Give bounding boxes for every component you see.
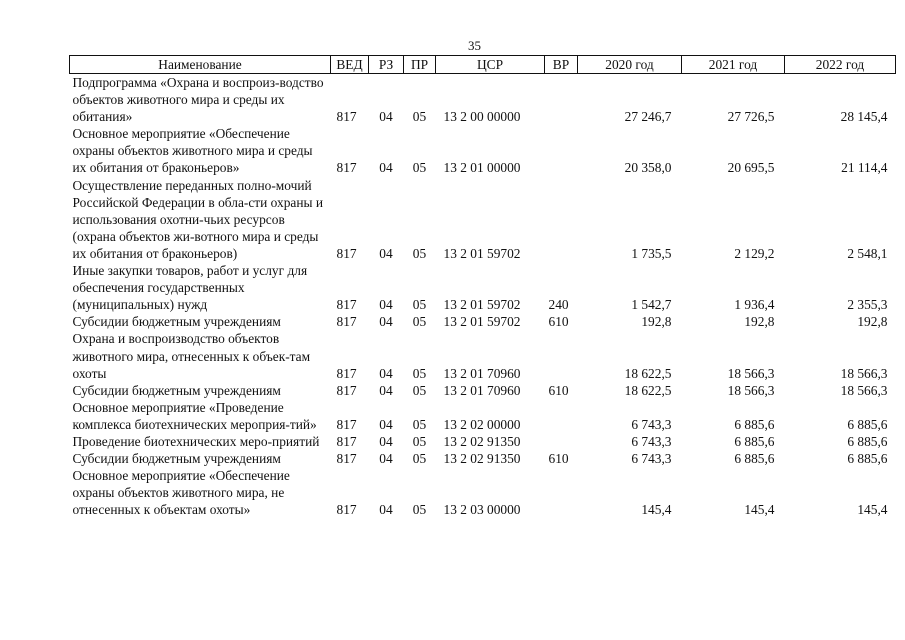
cell-ved: 817 xyxy=(336,433,357,449)
page-number: 35 xyxy=(468,38,481,53)
cell-rz: 04 xyxy=(379,109,393,125)
cell-ved: 817 xyxy=(336,365,357,381)
cell-ved: 817 xyxy=(336,416,357,432)
cell-vr: 240 xyxy=(548,297,569,313)
cell-y2020: 27 246,7 xyxy=(624,109,672,125)
cell-vr xyxy=(545,433,578,450)
cell-pr: 05 xyxy=(412,433,427,449)
cell-csr: 13 2 01 70960 xyxy=(443,382,521,398)
cell-y2021: 1 936,4 xyxy=(734,297,775,313)
cell-vr: 610 xyxy=(548,314,569,330)
cell-y2022: 28 145,4 xyxy=(840,109,888,125)
cell-y2021: 6 885,6 xyxy=(734,433,775,449)
cell-csr: 13 2 01 59702 xyxy=(443,314,521,330)
header-2021: 2021 год xyxy=(682,56,785,74)
cell-y2020: 18 622,5 xyxy=(624,365,672,381)
header-csr: ЦСР xyxy=(436,56,545,74)
cell-csr: 13 2 01 00000 xyxy=(443,160,521,176)
cell-name: Основное мероприятие «Обеспечение охраны объектов животного мира, не отнесенных к объектам охоты» xyxy=(72,468,290,518)
cell-y2020: 6 743,3 xyxy=(631,451,672,467)
cell-csr: 13 2 02 00000 xyxy=(443,416,521,432)
table-header-row xyxy=(70,56,896,74)
table-body xyxy=(70,74,896,519)
cell-vr: 610 xyxy=(548,451,569,467)
cell-y2021: 192,8 xyxy=(744,314,775,330)
cell-rz: 04 xyxy=(379,502,393,518)
cell-rz: 04 xyxy=(379,160,393,176)
cell-y2020: 1 542,7 xyxy=(631,297,672,313)
cell-y2021: 6 885,6 xyxy=(734,451,775,467)
cell-vr xyxy=(545,399,578,433)
table-row xyxy=(70,433,896,450)
header-name: Наименование xyxy=(70,56,331,74)
cell-csr: 13 2 01 70960 xyxy=(443,365,521,381)
cell-pr: 05 xyxy=(412,314,427,330)
table-row xyxy=(70,313,896,330)
cell-rz: 04 xyxy=(379,433,393,449)
table-row xyxy=(70,467,896,518)
cell-y2020: 192,8 xyxy=(641,314,672,330)
cell-name: Осуществление переданных полно-мочий Российской Федерации в обла-сти охраны и использования охотни-чьих ресурсов (охрана объектов жи-вотного мира и среды их обитания от браконьеров) xyxy=(72,177,324,261)
cell-y2020: 1 735,5 xyxy=(631,245,672,261)
cell-y2020: 20 358,0 xyxy=(624,160,672,176)
cell-y2021: 20 695,5 xyxy=(727,160,775,176)
cell-y2022: 2 548,1 xyxy=(847,245,888,261)
cell-pr: 05 xyxy=(412,109,427,125)
cell-pr: 05 xyxy=(412,160,427,176)
table-row xyxy=(70,125,896,176)
table-row xyxy=(70,330,896,381)
cell-vr xyxy=(545,74,578,126)
cell-y2021: 18 566,3 xyxy=(727,365,775,381)
table-row xyxy=(70,450,896,467)
cell-pr: 05 xyxy=(412,502,427,518)
cell-csr: 13 2 01 59702 xyxy=(443,297,521,313)
budget-table xyxy=(69,55,896,518)
cell-rz: 04 xyxy=(379,297,393,313)
table-row xyxy=(70,74,896,126)
cell-y2022: 21 114,4 xyxy=(841,160,888,176)
header-2020: 2020 год xyxy=(578,56,682,74)
cell-ved: 817 xyxy=(336,502,357,518)
cell-rz: 04 xyxy=(379,245,393,261)
cell-vr xyxy=(545,330,578,381)
cell-rz: 04 xyxy=(379,314,393,330)
cell-y2022: 18 566,3 xyxy=(840,382,888,398)
cell-ved: 817 xyxy=(336,382,357,398)
cell-y2020: 6 743,3 xyxy=(631,416,672,432)
cell-vr xyxy=(545,467,578,518)
cell-vr: 610 xyxy=(548,382,569,398)
cell-pr: 05 xyxy=(412,451,427,467)
cell-ved: 817 xyxy=(336,245,357,261)
header-2022: 2022 год xyxy=(785,56,896,74)
header-pr: ПР xyxy=(404,56,436,74)
cell-pr: 05 xyxy=(412,416,427,432)
cell-rz: 04 xyxy=(379,382,393,398)
cell-ved: 817 xyxy=(336,314,357,330)
cell-y2020: 145,4 xyxy=(641,502,672,518)
cell-rz: 04 xyxy=(379,365,393,381)
cell-name: Субсидии бюджетным учреждениям xyxy=(72,382,281,398)
cell-name: Иные закупки товаров, работ и услуг для обеспечения государственных (муниципальных) нужд xyxy=(72,263,308,313)
cell-name: Субсидии бюджетным учреждениям xyxy=(72,451,281,467)
cell-csr: 13 2 03 00000 xyxy=(443,502,521,518)
cell-rz: 04 xyxy=(379,416,393,432)
cell-csr: 13 2 00 00000 xyxy=(443,109,521,125)
cell-ved: 817 xyxy=(336,297,357,313)
cell-y2021: 6 885,6 xyxy=(734,416,775,432)
cell-y2021: 2 129,2 xyxy=(734,245,775,261)
cell-pr: 05 xyxy=(412,297,427,313)
cell-y2022: 145,4 xyxy=(857,502,888,518)
cell-y2021: 27 726,5 xyxy=(727,109,775,125)
cell-y2021: 18 566,3 xyxy=(727,382,775,398)
cell-y2021: 145,4 xyxy=(744,502,775,518)
cell-name: Субсидии бюджетным учреждениям xyxy=(72,314,281,330)
header-rz: РЗ xyxy=(369,56,404,74)
table-row xyxy=(70,177,896,262)
cell-y2020: 18 622,5 xyxy=(624,382,672,398)
cell-ved: 817 xyxy=(336,109,357,125)
cell-vr xyxy=(545,125,578,176)
cell-csr: 13 2 02 91350 xyxy=(443,451,521,467)
cell-name: Проведение биотехнических меро-приятий xyxy=(72,433,320,449)
cell-csr: 13 2 02 91350 xyxy=(443,433,521,449)
cell-pr: 05 xyxy=(412,245,427,261)
cell-ved: 817 xyxy=(336,160,357,176)
table-row xyxy=(70,399,896,433)
cell-y2022: 6 885,6 xyxy=(847,433,888,449)
cell-name: Основное мероприятие «Обеспечение охраны объектов животного мира и среды их обитания от браконьеров» xyxy=(72,126,313,176)
cell-vr xyxy=(545,177,578,262)
cell-rz: 04 xyxy=(379,451,393,467)
table-row xyxy=(70,262,896,313)
cell-name: Охрана и воспроизводство объектов животного мира, отнесенных к объек-там охоты xyxy=(72,331,311,381)
cell-ved: 817 xyxy=(336,451,357,467)
cell-pr: 05 xyxy=(412,365,427,381)
header-ved: ВЕД xyxy=(331,56,369,74)
cell-y2020: 6 743,3 xyxy=(631,433,672,449)
cell-y2022: 18 566,3 xyxy=(840,365,888,381)
table-row xyxy=(70,382,896,399)
cell-y2022: 6 885,6 xyxy=(847,451,888,467)
cell-y2022: 2 355,3 xyxy=(847,297,888,313)
cell-pr: 05 xyxy=(412,382,427,398)
cell-name: Основное мероприятие «Проведение комплекса биотехнических мероприя-тий» xyxy=(72,399,317,432)
cell-y2022: 192,8 xyxy=(857,314,888,330)
cell-name: Подпрограмма «Охрана и воспроиз-водство объектов животного мира и среды их обитания» xyxy=(72,75,324,125)
cell-y2022: 6 885,6 xyxy=(847,416,888,432)
cell-csr: 13 2 01 59702 xyxy=(443,245,521,261)
header-vr: ВР xyxy=(545,56,578,74)
